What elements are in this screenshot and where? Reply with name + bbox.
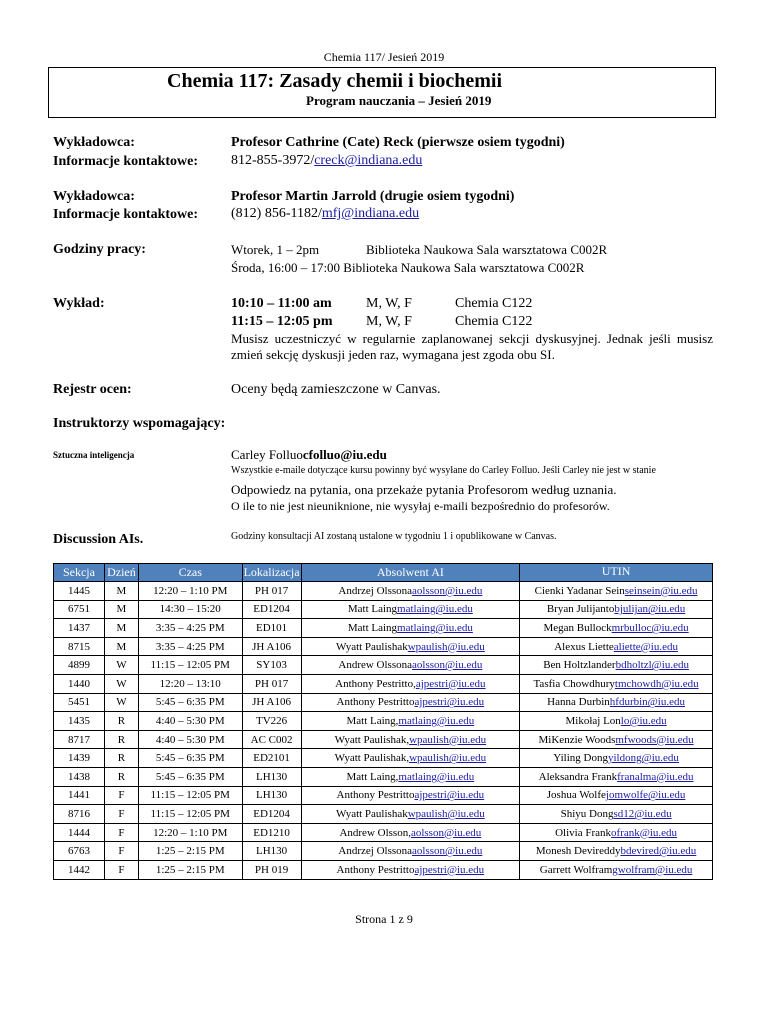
lecture-note: Musisz uczestniczyć w regularnie zaplanowanej sekcji dyskusyjnej. Jednak jeśli musisz zmień sekcję dyskusji jeden raz, wymagana jest zgoda obu SI. xyxy=(231,331,713,362)
lecturer2-contact xyxy=(231,206,419,222)
section-cell: 8717 xyxy=(54,730,105,749)
graduate-ai-cell xyxy=(301,860,520,879)
graduate-ai-name: Matt Laing xyxy=(347,603,398,616)
time-cell: 5:45 – 6:35 PM xyxy=(138,767,242,786)
grades-text: Oceny będą zamieszczone w Canvas. xyxy=(231,382,441,397)
day-cell: M xyxy=(104,619,138,638)
utin-email-link[interactable]: yildong@iu.edu xyxy=(607,752,679,765)
lecture-label: Wykład: xyxy=(53,296,105,311)
utin-email-link[interactable]: aliette@iu.edu xyxy=(613,640,678,653)
table-row xyxy=(54,786,713,805)
time-cell: 12:20 – 1:10 PM xyxy=(138,582,242,601)
graduate-ai-name: Wyatt Paulishak, xyxy=(334,733,410,746)
section-cell: 4899 xyxy=(54,656,105,675)
ai-label: Sztuczna inteligencja xyxy=(53,450,135,460)
utin-cell xyxy=(520,712,713,731)
table-row xyxy=(54,693,713,712)
section-cell: 1440 xyxy=(54,674,105,693)
utin-name: Megan Bullock xyxy=(543,621,612,634)
graduate-ai-name: Andrew Olsson, xyxy=(339,826,411,839)
col-header-time: Czas xyxy=(138,564,242,582)
office-hours-label: Godziny pracy: xyxy=(53,242,146,257)
graduate-ai-cell xyxy=(301,600,520,619)
section-cell: 1435 xyxy=(54,712,105,731)
location-cell: PH 017 xyxy=(242,582,301,601)
utin-email-link[interactable]: franalma@iu.edu xyxy=(617,770,694,783)
lecturer2-label: Wykładowca: xyxy=(53,189,135,204)
utin-cell xyxy=(520,805,713,824)
utin-cell xyxy=(520,749,713,768)
graduate-ai-email-link[interactable]: aolsson@iu.edu xyxy=(412,845,483,858)
time-cell: 12:20 – 13:10 xyxy=(138,674,242,693)
lecture1-time: 10:10 – 11:00 am xyxy=(231,296,332,311)
section-cell: 1442 xyxy=(54,860,105,879)
graduate-ai-cell xyxy=(301,619,520,638)
lecturer2-phone: (812) 856-1182/ xyxy=(231,206,322,221)
utin-cell xyxy=(520,823,713,842)
utin-name: Aleksandra Frank xyxy=(538,770,618,783)
utin-name: Yiling Dong xyxy=(553,752,608,765)
graduate-ai-name: Anthony Pestritto, xyxy=(335,677,416,690)
graduate-ai-cell xyxy=(301,805,520,824)
utin-name: Garrett Wolfram xyxy=(539,863,613,876)
graduate-ai-cell xyxy=(301,582,520,601)
graduate-ai-name: Wyatt Paulishak xyxy=(335,640,408,653)
graduate-ai-email-link[interactable]: ajpestri@iu.edu xyxy=(414,696,485,709)
utin-cell xyxy=(520,656,713,675)
discussion-note: Godziny konsultacji AI zostaną ustalone w tygodniu 1 i opublikowane w Canvas. xyxy=(231,531,557,542)
utin-cell xyxy=(520,842,713,861)
graduate-ai-name: Wyatt Paulishak, xyxy=(334,752,410,765)
graduate-ai-cell xyxy=(301,637,520,656)
utin-name: MiKenzie Woods xyxy=(538,733,616,746)
utin-name: Alexus Liette xyxy=(554,640,614,653)
day-cell: F xyxy=(104,823,138,842)
utin-email-link[interactable]: lo@iu.edu xyxy=(620,714,667,727)
table-row xyxy=(54,805,713,824)
section-cell: 1437 xyxy=(54,619,105,638)
table-row xyxy=(54,674,713,693)
day-cell: W xyxy=(104,656,138,675)
location-cell: LH130 xyxy=(242,786,301,805)
time-cell: 4:40 – 5:30 PM xyxy=(138,730,242,749)
utin-email-link[interactable]: jomwolfe@iu.edu xyxy=(605,789,686,802)
table-row xyxy=(54,842,713,861)
table-row xyxy=(54,600,713,619)
graduate-ai-name: Andrew Olssona xyxy=(338,659,413,672)
schedule-table xyxy=(53,563,713,880)
graduate-ai-email-link[interactable]: aolsson@iu.edu xyxy=(412,584,483,597)
utin-email-link[interactable]: hfdurbin@iu.edu xyxy=(609,696,685,709)
utin-cell xyxy=(520,786,713,805)
utin-email-link[interactable]: ofrank@iu.edu xyxy=(611,826,678,839)
day-cell: F xyxy=(104,786,138,805)
section-cell: 1438 xyxy=(54,767,105,786)
graduate-ai-name: Anthony Pestritto xyxy=(336,789,415,802)
utin-cell xyxy=(520,860,713,879)
lecturer1-contact-label: Informacje kontaktowe: xyxy=(53,154,199,169)
time-cell: 4:40 – 5:30 PM xyxy=(138,712,242,731)
time-cell: 1:25 – 2:15 PM xyxy=(138,860,242,879)
utin-email-link[interactable]: tmchowdh@iu.edu xyxy=(614,677,699,690)
lecture1-days: M, W, F xyxy=(366,296,412,311)
utin-cell xyxy=(520,674,713,693)
table-row xyxy=(54,730,713,749)
time-cell: 11:15 – 12:05 PM xyxy=(138,656,242,675)
location-cell: AC C002 xyxy=(242,730,301,749)
utin-name: Bryan Julijanto xyxy=(546,603,615,616)
day-cell: R xyxy=(104,749,138,768)
lecturer1-phone: 812-855-3972/ xyxy=(231,153,315,168)
utin-cell xyxy=(520,637,713,656)
utin-email-link[interactable]: seinsein@iu.edu xyxy=(624,584,698,597)
time-cell: 11:15 – 12:05 PM xyxy=(138,786,242,805)
day-cell: F xyxy=(104,842,138,861)
time-cell: 3:35 – 4:25 PM xyxy=(138,637,242,656)
utin-name: Joshua Wolfe xyxy=(546,789,606,802)
location-cell: SY103 xyxy=(242,656,301,675)
utin-name: Shiyu Dong xyxy=(560,807,614,820)
graduate-ai-cell xyxy=(301,674,520,693)
table-row xyxy=(54,582,713,601)
location-cell: LH130 xyxy=(242,842,301,861)
table-row xyxy=(54,637,713,656)
day-cell: F xyxy=(104,805,138,824)
time-cell: 12:20 – 1:10 PM xyxy=(138,823,242,842)
time-cell: 5:45 – 6:35 PM xyxy=(138,749,242,768)
lecturer2-contact-label: Informacje kontaktowe: xyxy=(53,207,199,222)
graduate-ai-email-link[interactable]: matlaing@iu.edu xyxy=(397,603,473,616)
lecturer2-email-link[interactable]: mfj@indiana.edu xyxy=(321,206,420,221)
section-cell: 5451 xyxy=(54,693,105,712)
utin-cell xyxy=(520,730,713,749)
lecturer1-email-link[interactable]: creck@indiana.edu xyxy=(314,153,423,168)
section-cell: 1439 xyxy=(54,749,105,768)
section-cell: 1441 xyxy=(54,786,105,805)
col-header-day: Dzień xyxy=(104,564,138,582)
location-cell: ED2101 xyxy=(242,749,301,768)
location-cell: LH130 xyxy=(242,767,301,786)
day-cell: R xyxy=(104,712,138,731)
utin-name: Olivia Frank xyxy=(555,826,612,839)
utin-cell xyxy=(520,693,713,712)
section-cell: 8715 xyxy=(54,637,105,656)
utin-email-link[interactable]: gwolfram@iu.edu xyxy=(612,863,693,876)
location-cell: PH 017 xyxy=(242,674,301,693)
graduate-ai-name: Andrzej Olssona xyxy=(338,845,413,858)
col-header-utin: UTIN xyxy=(520,564,713,582)
graduate-ai-name: Matt Laing, xyxy=(346,770,399,783)
graduate-ai-email-link[interactable]: ajpestri@iu.edu xyxy=(414,863,485,876)
location-cell: ED1204 xyxy=(242,805,301,824)
time-cell: 5:45 – 6:35 PM xyxy=(138,693,242,712)
table-header-row xyxy=(54,564,713,582)
col-header-location: Lokalizacja xyxy=(242,564,301,582)
ai-person-name: Carley Folluo xyxy=(231,447,303,462)
location-cell: JH A106 xyxy=(242,637,301,656)
day-cell: W xyxy=(104,674,138,693)
graduate-ai-email-link[interactable]: wpaulish@iu.edu xyxy=(409,733,487,746)
lecture2-time: 11:15 – 12:05 pm xyxy=(231,314,333,329)
graduate-ai-name: Matt Laing, xyxy=(346,714,399,727)
ai-line2: Odpowiedz na pytania, ona przekaże pytania Profesorom według uznania. xyxy=(231,482,617,497)
location-cell: JH A106 xyxy=(242,693,301,712)
lecturer1-contact xyxy=(231,153,422,169)
day-cell: M xyxy=(104,582,138,601)
grades-label: Rejestr ocen: xyxy=(53,382,132,397)
graduate-ai-name: Matt Laing xyxy=(347,621,398,634)
graduate-ai-cell xyxy=(301,842,520,861)
time-cell: 3:35 – 4:25 PM xyxy=(138,619,242,638)
graduate-ai-cell xyxy=(301,767,520,786)
utin-email-link[interactable]: bdholtzl@iu.edu xyxy=(615,659,689,672)
graduate-ai-email-link[interactable]: ajpestri@iu.edu xyxy=(414,789,485,802)
day-cell: F xyxy=(104,860,138,879)
table-row xyxy=(54,860,713,879)
col-header-section: Sekcja xyxy=(54,564,105,582)
graduate-ai-cell xyxy=(301,730,520,749)
discussion-label: Discussion AIs. xyxy=(53,532,144,547)
table-row xyxy=(54,656,713,675)
utin-cell xyxy=(520,767,713,786)
utin-email-link[interactable]: bjulijan@iu.edu xyxy=(614,603,686,616)
graduate-ai-cell xyxy=(301,823,520,842)
graduate-ai-email-link[interactable]: matlaing@iu.edu xyxy=(398,714,475,727)
utin-email-link[interactable]: sd12@iu.edu xyxy=(613,807,672,820)
office-hours-line1-time: Wtorek, 1 – 2pm xyxy=(231,242,320,257)
location-cell: ED1210 xyxy=(242,823,301,842)
utin-name: Cienki Yadanar Sein xyxy=(534,584,625,597)
day-cell: M xyxy=(104,600,138,619)
graduate-ai-name: Anthony Pestritto xyxy=(336,863,415,876)
col-header-graduate-ai: Absolwent AI xyxy=(301,564,520,582)
utin-name: Monesh Devireddy xyxy=(535,845,621,858)
utin-cell xyxy=(520,600,713,619)
graduate-ai-name: Anthony Pestritto xyxy=(336,696,415,709)
lecture1-room: Chemia C122 xyxy=(455,296,533,311)
section-cell: 6751 xyxy=(54,600,105,619)
lecture2-room: Chemia C122 xyxy=(455,314,533,329)
document-subtitle: Program nauczania – Jesień 2019 xyxy=(306,93,492,108)
ai-line3: O ile to nie jest nieuniknione, nie wysyłaj e-maili bezpośrednio do profesorów. xyxy=(231,499,610,513)
graduate-ai-email-link[interactable]: matlaing@iu.edu xyxy=(398,770,475,783)
graduate-ai-email-link[interactable]: matlaing@iu.edu xyxy=(397,621,473,634)
section-cell: 1445 xyxy=(54,582,105,601)
graduate-ai-name: Wyatt Paulishak xyxy=(335,807,408,820)
time-cell: 11:15 – 12:05 PM xyxy=(138,805,242,824)
graduate-ai-cell xyxy=(301,656,520,675)
lecturer2-name: Profesor Martin Jarrold (drugie osiem tygodni) xyxy=(231,189,515,204)
graduate-ai-email-link[interactable]: wpaulish@iu.edu xyxy=(407,807,485,820)
ai-line1: Wszystkie e-maile dotyczące kursu powinny być wysyłane do Carley Folluo. Jeśli Carley nie jest w stanie xyxy=(231,465,656,476)
office-hours-line2: Środa, 16:00 – 17:00 Biblioteka Naukowa Sala warsztatowa C002R xyxy=(231,260,585,275)
utin-name: Mikołaj Lon xyxy=(565,714,621,727)
utin-name: Hanna Durbin xyxy=(547,696,610,709)
graduate-ai-email-link[interactable]: aolsson@iu.edu xyxy=(410,826,482,839)
utin-email-link[interactable]: bdevired@iu.edu xyxy=(620,845,697,858)
location-cell: TV226 xyxy=(242,712,301,731)
office-hours-line1-place: Biblioteka Naukowa Sala warsztatowa C002R xyxy=(366,242,608,257)
graduate-ai-email-link[interactable]: aolsson@iu.edu xyxy=(412,659,483,672)
assistants-label: Instruktorzy wspomagający: xyxy=(53,416,226,431)
day-cell: R xyxy=(104,767,138,786)
location-cell: PH 019 xyxy=(242,860,301,879)
graduate-ai-cell xyxy=(301,712,520,731)
lecturer1-name: Profesor Cathrine (Cate) Reck (pierwsze osiem tygodni) xyxy=(231,135,565,150)
table-row xyxy=(54,712,713,731)
graduate-ai-email-link[interactable]: ajpestri@iu.edu xyxy=(415,677,486,690)
document-title: Chemia 117: Zasady chemii i biochemii xyxy=(167,70,502,92)
ai-email: cfolluo@iu.edu xyxy=(302,447,387,462)
graduate-ai-cell xyxy=(301,693,520,712)
day-cell: R xyxy=(104,730,138,749)
table-row xyxy=(54,767,713,786)
location-cell: ED101 xyxy=(242,619,301,638)
page-number: Strona 1 z 9 xyxy=(355,912,413,926)
day-cell: W xyxy=(104,693,138,712)
graduate-ai-cell xyxy=(301,749,520,768)
time-cell: 14:30 – 15:20 xyxy=(138,600,242,619)
graduate-ai-name: Andrzej Olssona xyxy=(338,584,413,597)
table-row xyxy=(54,749,713,768)
utin-name: Ben Holtzlander xyxy=(543,659,616,672)
lecture2-days: M, W, F xyxy=(366,314,412,329)
lecturer1-label: Wykładowca: xyxy=(53,135,135,150)
utin-cell xyxy=(520,619,713,638)
utin-name: Tasfia Chowdhury xyxy=(533,677,615,690)
utin-email-link[interactable]: mrbulloc@iu.edu xyxy=(611,621,689,634)
section-cell: 1444 xyxy=(54,823,105,842)
table-row xyxy=(54,619,713,638)
table-row xyxy=(54,823,713,842)
day-cell: M xyxy=(104,637,138,656)
running-header: Chemia 117/ Jesień 2019 xyxy=(323,50,445,64)
ai-name xyxy=(231,447,387,463)
utin-cell xyxy=(520,582,713,601)
section-cell: 6763 xyxy=(54,842,105,861)
graduate-ai-email-link[interactable]: wpaulish@iu.edu xyxy=(407,640,485,653)
graduate-ai-email-link[interactable]: wpaulish@iu.edu xyxy=(409,752,487,765)
utin-email-link[interactable]: mfwoods@iu.edu xyxy=(615,733,694,746)
time-cell: 1:25 – 2:15 PM xyxy=(138,842,242,861)
location-cell: ED1204 xyxy=(242,600,301,619)
graduate-ai-cell xyxy=(301,786,520,805)
section-cell: 8716 xyxy=(54,805,105,824)
